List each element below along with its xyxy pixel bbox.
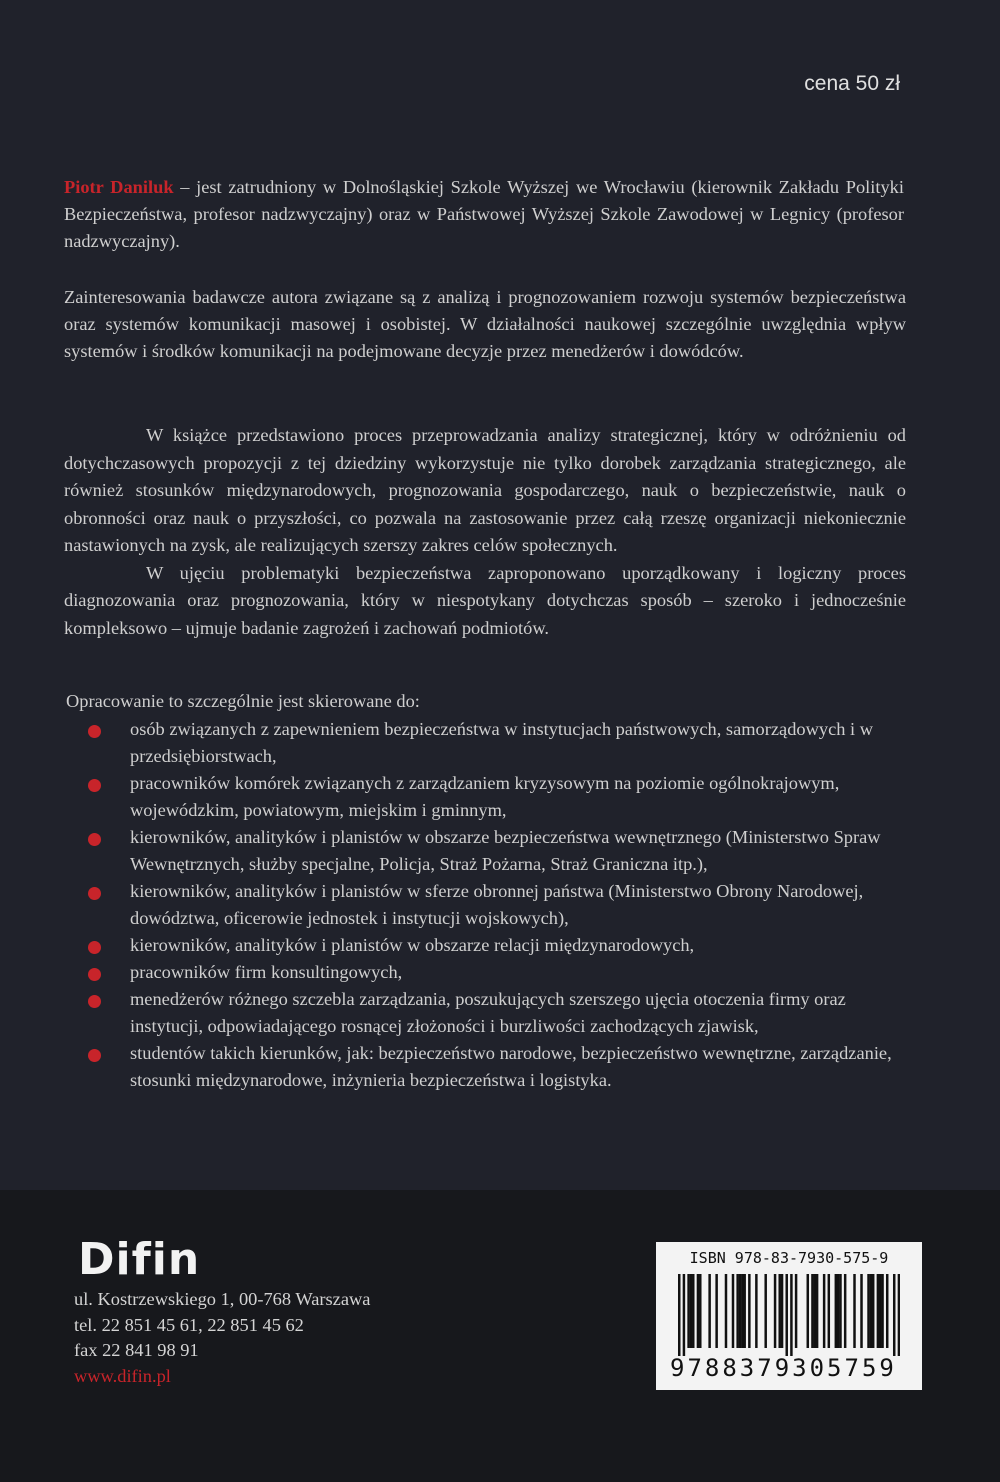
barcode-box — [656, 1242, 922, 1390]
list-item-text: kierowników, analityków i planistów w obszarze bezpieczeństwa wewnętrznego (Ministerstwo Spraw Wewnętrznych, służby specjalne, Policja, Straż Pożarna, Straż Graniczna itp.), — [130, 827, 881, 874]
price-label: cena 50 zł — [804, 72, 900, 95]
barcode-bar — [893, 1274, 895, 1356]
audience-intro: Opracowanie to szczególnie jest skierowane do: — [66, 691, 420, 711]
barcode-bar — [828, 1274, 830, 1348]
list-item-text: pracowników firm konsultingowych, — [130, 962, 403, 982]
audience-list — [86, 716, 908, 1094]
description-paragraph: W książce przedstawiono proces przeprowadzania analizy strategicznej, który w odróżnieniu od dotychczasowych propozycji z tej dziedziny wykorzystuje nie tylko dorobek zarządzania strategicznego, ale również stosunków międzynarodowych, prognozowania gospodarczego, nauk o bezpieczeństwie, nauk o obronności oraz nauk o przyszłości, co pozwala na zastosowanie przez całą rzeszę organizacji niekoniecznie nastawionych na zysk, ale realizujących szerszy zakres celów społecznych. — [64, 425, 906, 555]
barcode-bar — [872, 1274, 874, 1348]
publisher-logo: Difin — [78, 1234, 201, 1285]
barcode-bar — [755, 1274, 757, 1348]
list-item — [86, 716, 908, 770]
barcode-bar — [741, 1274, 743, 1348]
list-item-text: studentów takich kierunków, jak: bezpieczeństwo narodowe, bezpieczeństwo wewnętrzne, zarządzanie, stosunki międzynarodowe, inżynieria bezpieczeństwa i logistyka. — [130, 1043, 892, 1090]
barcode-bar — [860, 1274, 862, 1348]
barcode-icon — [678, 1274, 900, 1356]
bullet-icon — [88, 833, 101, 846]
barcode-bar — [886, 1274, 888, 1348]
bullet-icon — [88, 1049, 101, 1062]
barcode-bar — [736, 1274, 738, 1348]
list-item — [86, 878, 908, 932]
barcode-bar — [715, 1274, 717, 1348]
isbn-text: ISBN 978-83-7930-575-9 — [689, 1249, 889, 1267]
barcode-bar — [708, 1274, 710, 1348]
publisher-fax: fax 22 841 98 91 — [74, 1340, 199, 1360]
author-name: Piotr Daniluk — [64, 177, 174, 197]
barcode-bar — [811, 1274, 813, 1348]
list-item — [86, 932, 908, 959]
book-description — [64, 422, 906, 642]
list-item — [86, 1040, 908, 1094]
list-item — [86, 770, 908, 824]
barcode-bar — [844, 1274, 846, 1348]
barcode-bar — [748, 1274, 750, 1348]
barcode-bar — [690, 1274, 692, 1348]
barcode-bar — [778, 1274, 780, 1348]
barcode-bar — [867, 1274, 869, 1348]
barcode-bar — [835, 1274, 837, 1348]
publisher-address: ul. Kostrzewskiego 1, 00-768 Warszawa — [74, 1289, 371, 1309]
list-item-text: pracowników komórek związanych z zarządzaniem kryzysowym na poziomie ogólnokrajowym, wojewódzkim, powiatowym, miejskim i gminnym, — [130, 773, 840, 820]
barcode-bar — [823, 1274, 825, 1348]
barcode-bar — [739, 1274, 741, 1348]
barcode-bar — [807, 1274, 809, 1348]
barcode-bar — [790, 1274, 792, 1356]
barcode-bar — [692, 1274, 694, 1348]
author-bio — [64, 174, 904, 255]
barcode-bar — [839, 1274, 841, 1348]
author-interests: Zainteresowania badawcze autora związane są z analizą i prognozowaniem rozwoju systemów bezpieczeństwa oraz systemów komunikacji masowej i osobistej. W działalności naukowej szczególnie uwzględnia wpływ systemów i środków komunikacji na podejmowane decyzje przez menedżerów i dowódców. — [64, 287, 906, 361]
barcode-bar — [837, 1274, 839, 1348]
list-item — [86, 986, 908, 1040]
list-item-text: menedżerów różnego szczebla zarządzania, poszukujących szerszego ujęcia otoczenia firmy oraz instytucji, odpowiadającego rosnącej złożoności i burzliwości zachodzących zjawisk, — [130, 989, 846, 1036]
barcode-bar — [781, 1274, 783, 1348]
barcode-bar — [877, 1274, 879, 1348]
barcode-bar — [816, 1274, 818, 1348]
barcode-bar — [853, 1274, 855, 1348]
barcode-bar — [814, 1274, 816, 1348]
barcode-digits: 9788379305759 — [670, 1354, 897, 1382]
barcode-bar — [870, 1274, 872, 1348]
barcode-bar — [725, 1274, 727, 1348]
barcode-bar — [743, 1274, 745, 1348]
barcode-bar — [678, 1274, 680, 1356]
barcode-bar — [774, 1274, 776, 1348]
barcode-bar — [732, 1274, 734, 1348]
list-item-text: kierowników, analityków i planistów w obszarze relacji międzynarodowych, — [130, 935, 695, 955]
publisher-tel: tel. 22 851 45 61, 22 851 45 62 — [74, 1314, 304, 1335]
bullet-icon — [88, 725, 101, 738]
list-item-text: osób związanych z zapewnieniem bezpieczeństwa w instytucjach państwowych, samorządowych i w przedsiębiorstwach, — [130, 719, 874, 766]
barcode-bar — [881, 1274, 883, 1348]
barcode-bar — [687, 1274, 689, 1348]
barcode-bar — [879, 1274, 881, 1348]
barcode-bar — [697, 1274, 699, 1348]
bullet-icon — [88, 887, 101, 900]
list-item-text: kierowników, analityków i planistów w sferze obronnej państwa (Ministerstwo Obrony Narodowej, dowództwa, oficerowie jednostek i instytucji wojskowych), — [130, 881, 864, 928]
barcode-bar — [699, 1274, 701, 1348]
barcode-bar — [785, 1274, 787, 1356]
bullet-icon — [88, 941, 101, 954]
barcode-bar — [683, 1274, 685, 1356]
barcode-bar — [795, 1274, 797, 1348]
list-item — [86, 959, 908, 986]
bullet-icon — [88, 968, 101, 981]
bullet-icon — [88, 995, 101, 1008]
list-item — [86, 824, 908, 878]
author-bio-text: – jest zatrudniony w Dolnośląskiej Szkole Wyższej we Wrocławiu (kierownik Zakładu Polityki Bezpieczeństwa, profesor nadzwyczajny) oraz w Państwowej Wyższej Szkole Zawodowej w Legnicy (profesor nadzwyczajny). — [64, 177, 904, 251]
publisher-address-block — [74, 1287, 370, 1389]
description-paragraph: W ujęciu problematyki bezpieczeństwa zaproponowano uporządkowany i logiczny proces diagnozowania oraz prognozowania, który w niespotykany dotychczas sposób – szeroko i jednocześnie kompleksowo – ujmuje badanie zagrożeń i zachowań podmiotów. — [64, 562, 906, 638]
barcode-bar — [764, 1274, 766, 1348]
barcode-bar — [898, 1274, 900, 1356]
bullet-icon — [88, 779, 101, 792]
publisher-url[interactable]: www.difin.pl — [74, 1365, 171, 1386]
